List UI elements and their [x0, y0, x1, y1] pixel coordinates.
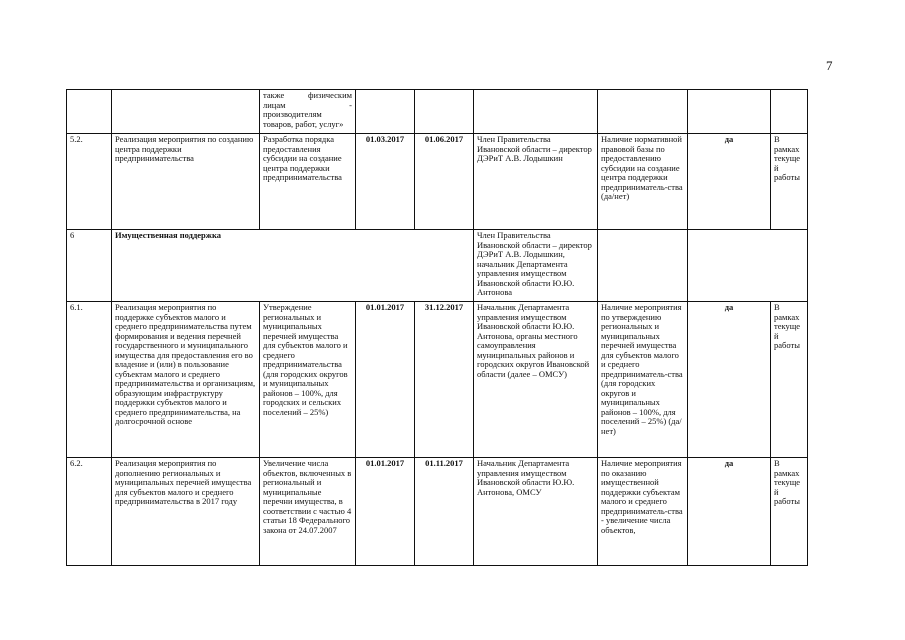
table-row — [67, 458, 808, 566]
table-row — [67, 134, 808, 230]
start-date: 01.01.2017 — [356, 458, 415, 566]
indicator: Наличие нормативной правовой базы по предоставлению субсидии на создание центра поддержки предприниматель-ства (да/нет) — [598, 134, 688, 230]
measure-result: Разработка порядка предоставления субсидии на создание центра поддержки предпринимательства — [260, 134, 356, 230]
cell-name — [112, 90, 260, 134]
measure-name: Реализация мероприятия по дополнению региональных и муниципальных перечней имущества для субъектов малого и среднего предпринимательства в 2017 году — [112, 458, 260, 566]
continuation-line: производителям — [263, 109, 322, 120]
measure-name: Реализация мероприятия по поддержке субъектов малого и среднего предпринимательства путем формирования и ведения перечней государственного и муниципального имущества для предоставления его во владение и (или) в пользование субъектам малого и среднего предпринимательства и организациям, образующим инфраструктуру поддержки субъектов малого и среднего предпринимательства, на долгосрочной основе — [112, 302, 260, 458]
indicator-value: да — [688, 302, 771, 458]
cell-value — [688, 90, 771, 134]
cell-end — [415, 90, 474, 134]
note: В рамках текущей работы — [771, 302, 808, 458]
table-row-continuation — [67, 90, 808, 134]
responsible: Член Правительства Ивановской области – директор ДЭРиТ А.В. Лодышкин — [474, 134, 598, 230]
table-row-section — [67, 230, 808, 302]
cell-result — [260, 90, 356, 134]
cell-note — [771, 90, 808, 134]
start-date: 01.03.2017 — [356, 134, 415, 230]
continuation-line: товаров, работ, услуг» — [263, 118, 344, 129]
indicator-value: да — [688, 134, 771, 230]
measure-result: Утверждение региональных и муниципальных перечней имущества для субъектов малого и среднего предпринимательства (для городских округов и муниципальных районов – 100%, для городских и сельских поселений – 25%) — [260, 302, 356, 458]
responsible: Начальник Департамента управления имуществом Ивановской области Ю.Ю. Антонова, ОМСУ — [474, 458, 598, 566]
continuation-line: также физическим — [263, 90, 352, 100]
cell-start — [356, 90, 415, 134]
cell-indicator — [598, 90, 688, 134]
cell-value-note — [688, 230, 808, 302]
row-number: 6 — [67, 230, 112, 302]
note: В рамках текущей работы — [771, 458, 808, 566]
end-date: 01.06.2017 — [415, 134, 474, 230]
cell-responsible — [474, 90, 598, 134]
section-title: Имущественная поддержка — [112, 230, 474, 302]
measures-table — [66, 89, 808, 566]
indicator: Наличие мероприятия по утверждению региональных и муниципальных перечней имущества для субъектов малого и среднего предприниматель-ства (для городских округов и муниципальных районов – 100%, для поселений – 25%) (да/нет) — [598, 302, 688, 458]
cell-num — [67, 90, 112, 134]
row-number: 6.2. — [67, 458, 112, 566]
indicator-value: да — [688, 458, 771, 566]
page-number: 7 — [826, 58, 833, 73]
row-number: 5.2. — [67, 134, 112, 230]
measure-name: Реализация мероприятия по созданию центра поддержки предпринимательства — [112, 134, 260, 230]
table-row — [67, 302, 808, 458]
measure-result: Увеличение числа объектов, включенных в региональный и муниципальные перечни имущества, в соответствии с частью 4 статьи 18 Федерального закона от 24.07.2007 — [260, 458, 356, 566]
cell-indicator — [598, 230, 688, 302]
responsible: Начальник Департамента управления имуществом Ивановской области Ю.Ю. Антонова, органы местного самоуправления муниципальных районов и городских округов Ивановской области (далее – ОМСУ) — [474, 302, 598, 458]
responsible: Член Правительства Ивановской области – директор ДЭРиТ А.В. Лодышкин, начальник Департамента управления имуществом Ивановской области Ю.Ю. Антонова — [474, 230, 598, 302]
end-date: 31.12.2017 — [415, 302, 474, 458]
start-date: 01.01.2017 — [356, 302, 415, 458]
indicator: Наличие мероприятия по оказанию имущественной поддержки субъектам малого и среднего предприниматель-ства - увеличение числа объектов, — [598, 458, 688, 566]
end-date: 01.11.2017 — [415, 458, 474, 566]
row-number: 6.1. — [67, 302, 112, 458]
continuation-line: лицам - — [263, 99, 352, 110]
note: В рамках текущей работы — [771, 134, 808, 230]
